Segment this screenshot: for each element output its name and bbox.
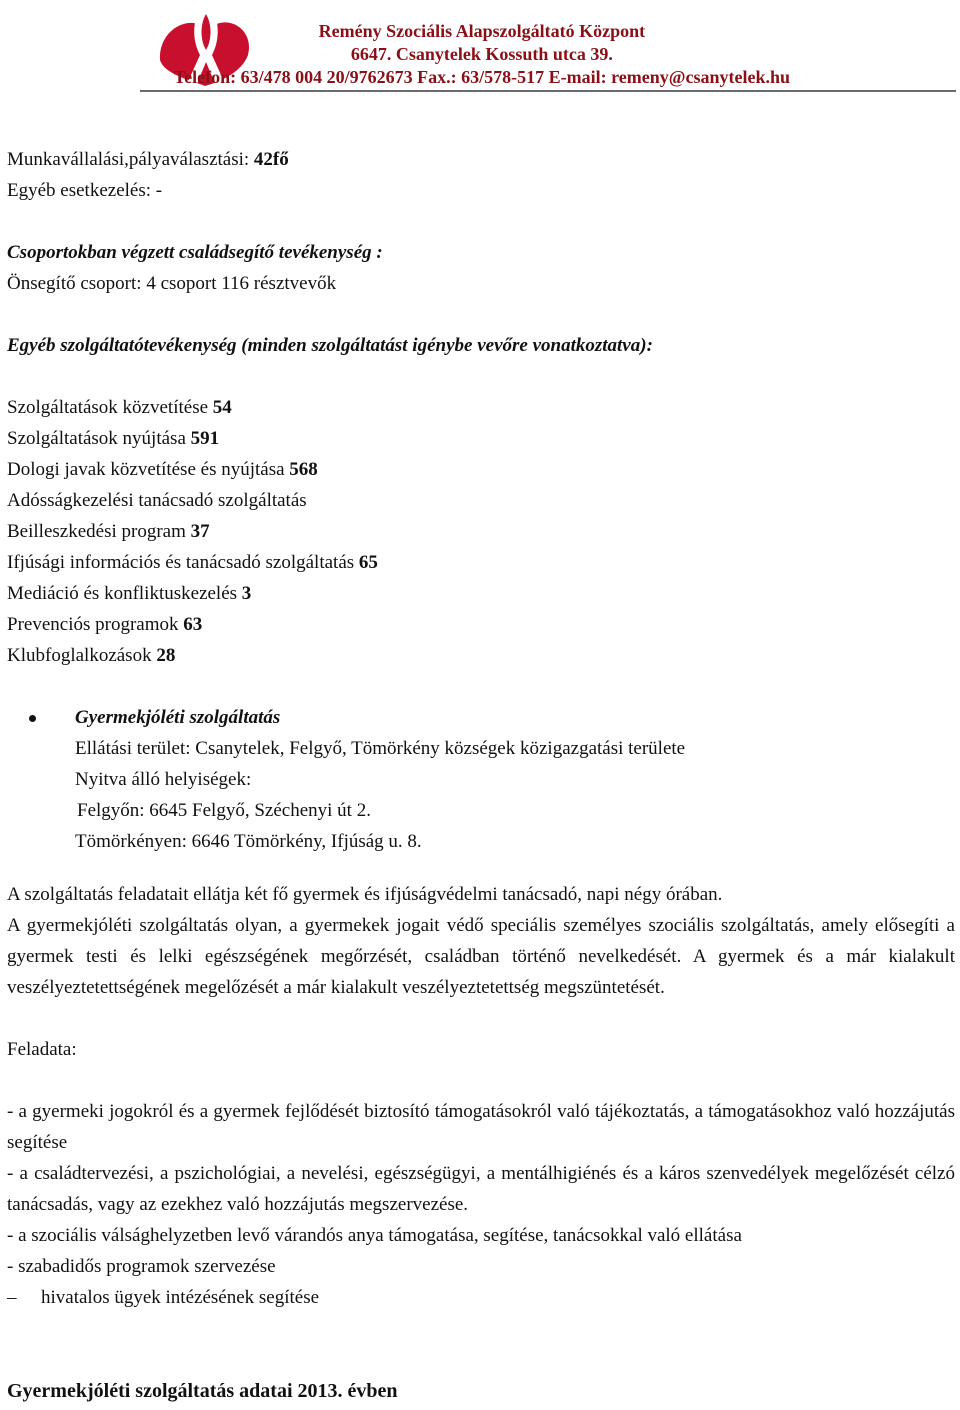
task-item: - a családtervezési, a pszichológiai, a nevelési, egészségügyi, a mentálhigiénés és a káros szenvedélyek megelőzését célzó tanácsadás, vagy az ezekhez való hozzájutás megszervezése. xyxy=(7,1163,955,1215)
task-list xyxy=(7,1096,955,1282)
task-item: – hivatalos ügyek intézésének segítése xyxy=(7,1282,955,1313)
service-item: Adósságkezelési tanácsadó szolgáltatás xyxy=(7,490,307,511)
service-item: Szolgáltatások közvetítése 54 xyxy=(7,397,232,418)
dash-mark: – xyxy=(7,1287,17,1308)
header-divider xyxy=(140,90,956,92)
group-activity-title: Csoportokban végzett családsegítő tevékenység : xyxy=(7,242,383,263)
room-tomorkeny: Tömörkényen: 6646 Tömörkény, Ifjúság u. 8. xyxy=(75,831,422,852)
tasks-title: Feladata: xyxy=(7,1039,77,1060)
organization-name: Remény Szociális Alapszolgáltató Központ xyxy=(318,21,646,41)
bullet-icon xyxy=(29,715,36,722)
service-list xyxy=(7,392,955,671)
task-item: - szabadidős programok szervezése xyxy=(7,1256,276,1277)
service-item: Mediáció és konfliktuskezelés 3 xyxy=(7,583,252,604)
service-item: Klubfoglalkozások 28 xyxy=(7,645,176,666)
organization-address: 6647. Csanytelek Kossuth utca 39. xyxy=(350,44,613,64)
letterhead xyxy=(0,0,960,92)
service-item: Beilleszkedési program 37 xyxy=(7,521,210,542)
other-services-title: Egyéb szolgáltatótevékenység (minden szolgáltatást igénybe vevőre vonatkoztatva): xyxy=(7,335,653,356)
open-rooms-label: Nyitva álló helyiségek: xyxy=(75,769,252,790)
employment-line: Munkavállalási,pályaválasztási: 42fő xyxy=(7,149,289,170)
description-paragraph: A gyermekjóléti szolgáltatás olyan, a gyermekek jogait védő speciális személyes szociális szolgáltatás, amely elősegíti a gyermek testi és lelki egészségének megőrzését, családban történő nevelkedését. A gyermek és a már kialakult veszélyeztetettségének megelőzését a már kialakult veszélyeztetettség megszüntetését. xyxy=(7,915,955,998)
child-service-block xyxy=(7,702,955,857)
service-area: Ellátási terület: Csanytelek, Felgyő, Tömörkény községek közigazgatási területe xyxy=(75,738,686,759)
document-body xyxy=(7,144,955,1313)
task-item: - a szociális válsághelyzetben levő várandós anya támogatása, segítése, tanácsokkal való ellátása xyxy=(7,1225,742,1246)
service-item: Dologi javak közvetítése és nyújtása 568 xyxy=(7,459,318,480)
other-case-line: Egyéb esetkezelés: - xyxy=(7,180,163,201)
organization-info xyxy=(174,20,790,89)
organization-contact: Telefon: 63/478 004 20/9762673 Fax.: 63/578-517 E-mail: remeny@csanytelek.hu xyxy=(173,67,790,87)
service-item: Prevenciós programok 63 xyxy=(7,614,203,635)
service-item: Ifjúsági információs és tanácsadó szolgáltatás 65 xyxy=(7,552,378,573)
section-heading: Gyermekjóléti szolgáltatás adatai 2013. évben xyxy=(7,1380,398,1402)
service-item: Szolgáltatások nyújtása 591 xyxy=(7,428,220,449)
task-item: - a gyermeki jogokról és a gyermek fejlődését biztosító támogatásokról való tájékoztatás, a támogatásokhoz való hozzájutás segítése xyxy=(7,1101,955,1153)
staff-line: A szolgáltatás feladatait ellátja két fő gyermek és ifjúságvédelmi tanácsadó, napi négy órában. xyxy=(7,884,723,905)
room-felgyo: Felgyőn: 6645 Felgyő, Széchenyi út 2. xyxy=(77,800,371,821)
self-help-group-line: Önsegítő csoport: 4 csoport 116 résztvevők xyxy=(7,273,337,294)
child-service-title: Gyermekjóléti szolgáltatás xyxy=(75,707,281,728)
